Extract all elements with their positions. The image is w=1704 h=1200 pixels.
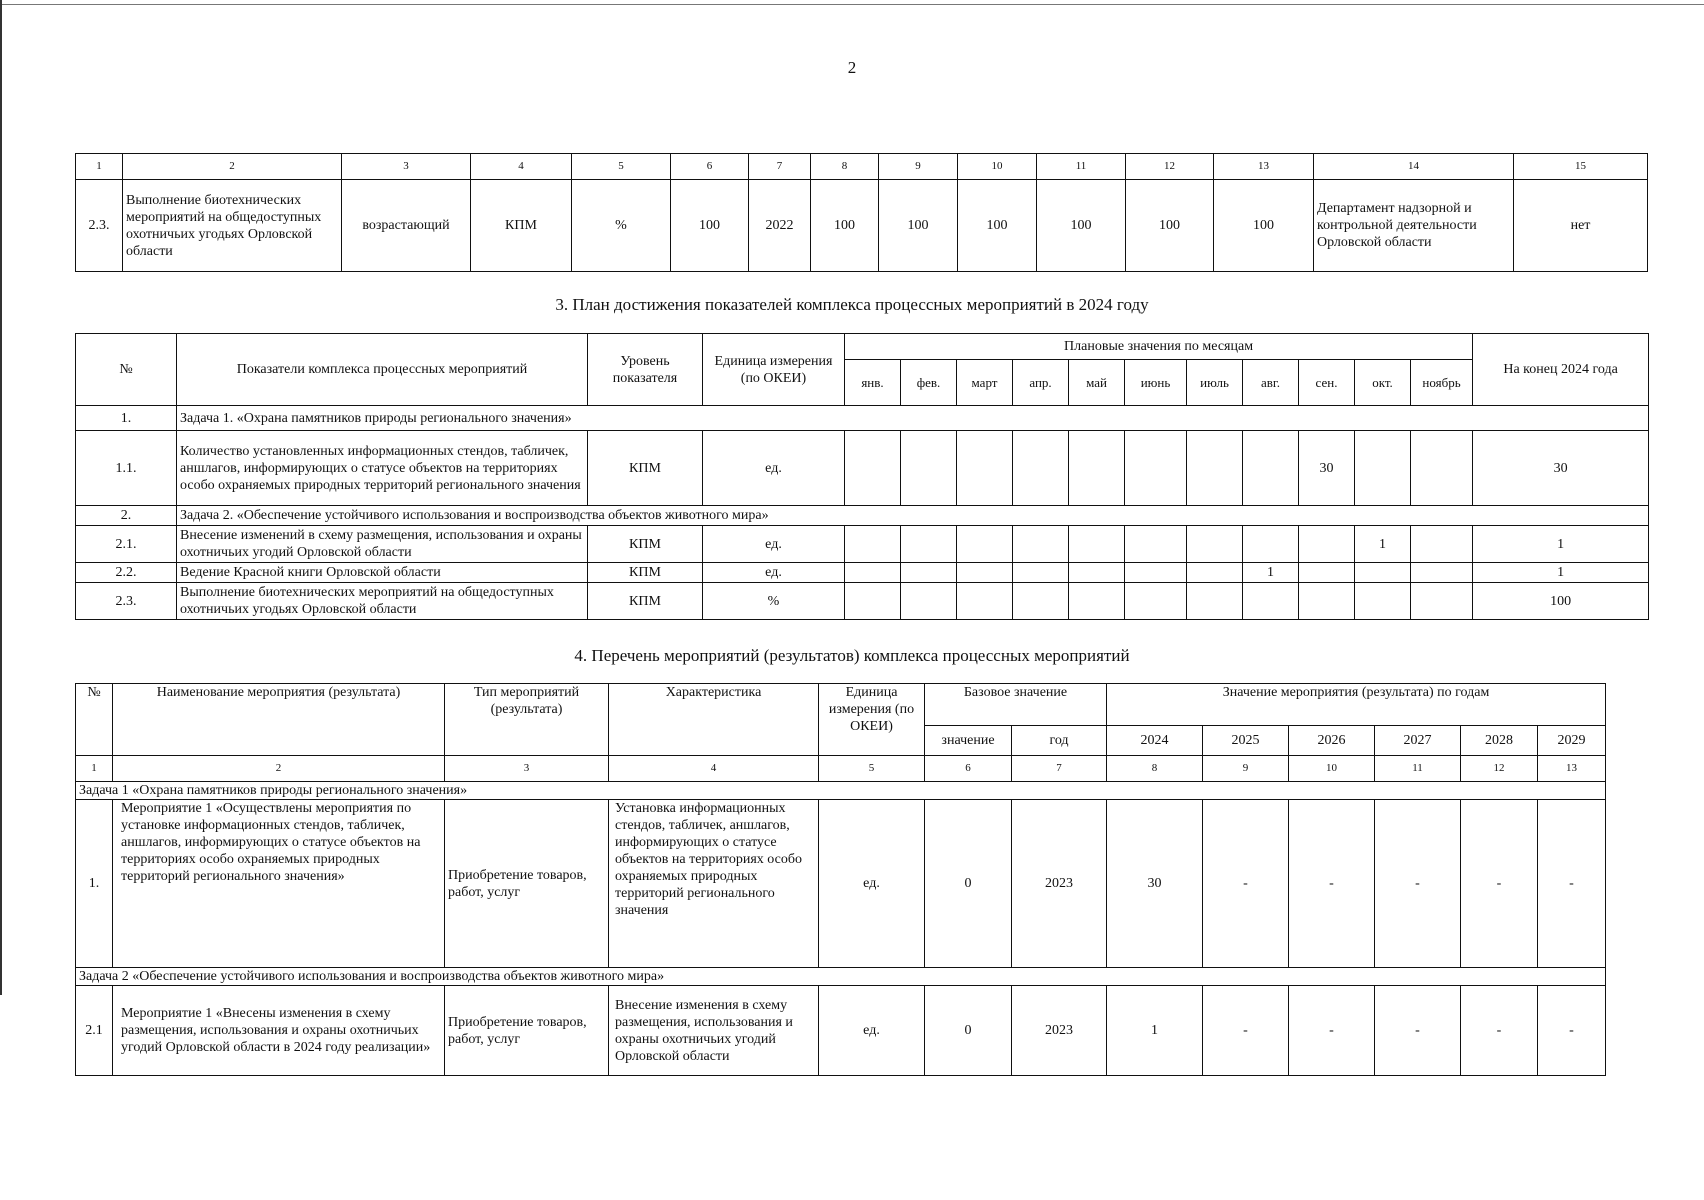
unit: ед.	[819, 800, 925, 968]
col-num: 1	[76, 154, 123, 180]
month-cell	[1411, 526, 1473, 563]
col-num: 2	[113, 756, 445, 782]
col-num: 12	[1461, 756, 1538, 782]
responsible: Департамент надзорной и контрольной деятельности Орловской области	[1314, 180, 1514, 272]
value: 100	[1214, 180, 1314, 272]
row-number: 2.1.	[76, 526, 177, 563]
level: КПМ	[588, 583, 703, 620]
month-sep: сен.	[1299, 360, 1355, 406]
table-row	[76, 526, 1649, 563]
month-cell	[1125, 431, 1187, 506]
col-num: 3	[445, 756, 609, 782]
year-value: -	[1289, 986, 1375, 1076]
col-num: 13	[1214, 154, 1314, 180]
section-3-title: 3. План достижения показателей комплекса процессных мероприятий в 2024 году	[555, 295, 1149, 314]
month-cell	[1243, 583, 1299, 620]
year-value: -	[1375, 986, 1461, 1076]
row-number: 1.	[76, 800, 113, 968]
year-2025: 2025	[1203, 726, 1289, 756]
header-row	[76, 334, 1649, 360]
year-value: -	[1538, 986, 1606, 1076]
activity-type: Приобретение товаров, работ, услуг	[445, 800, 609, 968]
value: 100	[671, 180, 749, 272]
value: 100	[1126, 180, 1214, 272]
col-num: 11	[1037, 154, 1126, 180]
table-plan-2024	[75, 333, 1649, 620]
month-apr: апр.	[1013, 360, 1069, 406]
month-cell	[1125, 583, 1187, 620]
header-base-year: год	[1012, 726, 1107, 756]
end-value: 1	[1473, 563, 1649, 583]
header-name: Наименование мероприятия (результата)	[113, 684, 445, 756]
col-num: 9	[879, 154, 958, 180]
year: 2022	[749, 180, 811, 272]
month-cell	[1013, 583, 1069, 620]
month-cell	[1125, 563, 1187, 583]
col-num: 14	[1314, 154, 1514, 180]
col-num: 3	[342, 154, 471, 180]
unit: ед.	[703, 526, 845, 563]
activity-name: Мероприятие 1 «Внесены изменения в схему размещения, использования и охраны охотничьих угодий Орловской области в 2024 году реализации»	[113, 986, 445, 1076]
month-cell: 1	[1355, 526, 1411, 563]
table-continuation	[75, 153, 1648, 272]
month-cell	[1187, 563, 1243, 583]
month-cell	[957, 431, 1013, 506]
year-value: -	[1289, 800, 1375, 968]
task-text: Задача 1 «Охрана памятников природы регионального значения»	[76, 782, 1606, 800]
month-cell	[1013, 563, 1069, 583]
month-feb: фев.	[901, 360, 957, 406]
table-row	[76, 986, 1606, 1076]
table-row	[76, 431, 1649, 506]
month-cell	[1299, 583, 1355, 620]
month-cell	[1355, 431, 1411, 506]
month-cell	[957, 583, 1013, 620]
indicator-name: Выполнение биотехнических мероприятий на общедоступных охотничьих угодьях Орловской области	[177, 583, 588, 620]
indicator-name: Внесение изменений в схему размещения, использования и охраны охотничьих угодий Орловской области	[177, 526, 588, 563]
header-planned: Плановые значения по месяцам	[845, 334, 1473, 360]
col-num: 8	[811, 154, 879, 180]
unit: %	[572, 180, 671, 272]
month-aug: авг.	[1243, 360, 1299, 406]
year-value: -	[1375, 800, 1461, 968]
indicator-name: Ведение Красной книги Орловской области	[177, 563, 588, 583]
col-num: 7	[1012, 756, 1107, 782]
base-value: 0	[925, 986, 1012, 1076]
row-number: 2.3.	[76, 180, 123, 272]
month-cell	[901, 526, 957, 563]
task-text: Задача 2. «Обеспечение устойчивого использования и воспроизводства объектов животного мира»	[177, 506, 1649, 526]
table-row	[76, 800, 1606, 968]
month-jun: июнь	[1125, 360, 1187, 406]
year-value: 1	[1107, 986, 1203, 1076]
col-num: 12	[1126, 154, 1214, 180]
month-cell	[901, 431, 957, 506]
unit: ед.	[703, 431, 845, 506]
row-number: 2.1	[76, 986, 113, 1076]
end-value: 100	[1473, 583, 1649, 620]
month-cell	[1299, 563, 1355, 583]
section-4-title: 4. Перечень мероприятий (результатов) комплекса процессных мероприятий	[574, 646, 1130, 665]
header-type: Тип мероприятий (результата)	[445, 684, 609, 756]
unit: ед.	[819, 986, 925, 1076]
level: КПМ	[471, 180, 572, 272]
indicator-name: Количество установленных информационных стендов, табличек, аншлагов, информирующих о статусе объектов на территориях особо охраняемых природных территорий регионального значения	[177, 431, 588, 506]
value: 100	[811, 180, 879, 272]
col-num: 4	[609, 756, 819, 782]
year-2026: 2026	[1289, 726, 1375, 756]
col-num: 15	[1514, 154, 1648, 180]
month-oct: окт.	[1355, 360, 1411, 406]
task-row	[76, 968, 1606, 986]
indicator-name: Выполнение биотехнических мероприятий на общедоступных охотничьих угодьях Орловской области	[123, 180, 342, 272]
col-num: 6	[925, 756, 1012, 782]
col-num: 9	[1203, 756, 1289, 782]
year-value: -	[1203, 800, 1289, 968]
unit: ед.	[703, 563, 845, 583]
page-number: 2	[847, 58, 857, 77]
trend: возрастающий	[342, 180, 471, 272]
col-num: 7	[749, 154, 811, 180]
level: КПМ	[588, 526, 703, 563]
left-border-line	[0, 0, 2, 995]
value: 100	[879, 180, 958, 272]
header-num: №	[76, 684, 113, 756]
month-may: май	[1069, 360, 1125, 406]
task-text: Задача 2 «Обеспечение устойчивого использования и воспроизводства объектов животного мира»	[76, 968, 1606, 986]
year-2029: 2029	[1538, 726, 1606, 756]
month-cell: 1	[1243, 563, 1299, 583]
month-cell	[1243, 431, 1299, 506]
header-row	[76, 684, 1606, 726]
year-value: -	[1461, 986, 1538, 1076]
month-cell: 30	[1299, 431, 1355, 506]
header-num: №	[76, 334, 177, 406]
month-nov: ноябрь	[1411, 360, 1473, 406]
table-row	[76, 583, 1649, 620]
header-unit: Единица измерения (по ОКЕИ)	[703, 334, 845, 406]
year-2028: 2028	[1461, 726, 1538, 756]
end-value: 1	[1473, 526, 1649, 563]
row-number: 1.1.	[76, 431, 177, 506]
col-num: 1	[76, 756, 113, 782]
task-row	[76, 406, 1649, 431]
header-base: Базовое значение	[925, 684, 1107, 726]
col-num: 11	[1375, 756, 1461, 782]
table-row	[76, 180, 1648, 272]
col-num: 4	[471, 154, 572, 180]
year-value: -	[1203, 986, 1289, 1076]
col-num: 8	[1107, 756, 1203, 782]
month-cell	[1411, 583, 1473, 620]
activity-characteristic: Установка информационных стендов, табличек, аншлагов, информирующих о статусе объектов на территориях особо охраняемых природных территорий регионального значения	[609, 800, 819, 968]
month-cell	[957, 526, 1013, 563]
header-unit: Единица измерения (по ОКЕИ)	[819, 684, 925, 756]
month-cell	[1013, 431, 1069, 506]
row-number: 2.2.	[76, 563, 177, 583]
year-value: 30	[1107, 800, 1203, 968]
header-level: Уровень показателя	[588, 334, 703, 406]
col-num: 5	[572, 154, 671, 180]
month-cell	[1125, 526, 1187, 563]
base-year: 2023	[1012, 986, 1107, 1076]
value: 100	[1037, 180, 1126, 272]
task-row	[76, 506, 1649, 526]
header-base-value: значение	[925, 726, 1012, 756]
end-value: 30	[1473, 431, 1649, 506]
month-cell	[1069, 526, 1125, 563]
month-cell	[901, 583, 957, 620]
col-num: 13	[1538, 756, 1606, 782]
level: КПМ	[588, 563, 703, 583]
col-num: 10	[1289, 756, 1375, 782]
flag: нет	[1514, 180, 1648, 272]
month-cell	[1069, 563, 1125, 583]
month-cell	[845, 526, 901, 563]
month-cell	[1355, 563, 1411, 583]
activity-name: Мероприятие 1 «Осуществлены мероприятия по установке информационных стендов, табличек, аншлагов, информирующих о статусе объектов на территориях особо охраняемых природных территорий регионального значения»	[113, 800, 445, 968]
year-value: -	[1538, 800, 1606, 968]
month-jan: янв.	[845, 360, 901, 406]
header-by-years: Значение мероприятия (результата) по годам	[1107, 684, 1606, 726]
month-cell	[1069, 583, 1125, 620]
month-cell	[957, 563, 1013, 583]
month-cell	[1411, 431, 1473, 506]
task-num: 2.	[76, 506, 177, 526]
base-year: 2023	[1012, 800, 1107, 968]
year-2024: 2024	[1107, 726, 1203, 756]
month-cell	[1411, 563, 1473, 583]
level: КПМ	[588, 431, 703, 506]
task-text: Задача 1. «Охрана памятников природы регионального значения»	[177, 406, 1649, 431]
month-cell	[1187, 583, 1243, 620]
table-activities	[75, 683, 1606, 1076]
value: 100	[958, 180, 1037, 272]
year-2027: 2027	[1375, 726, 1461, 756]
month-cell	[1069, 431, 1125, 506]
year-value: -	[1461, 800, 1538, 968]
row-number: 2.3.	[76, 583, 177, 620]
month-cell	[901, 563, 957, 583]
month-mar: март	[957, 360, 1013, 406]
table-row	[76, 563, 1649, 583]
month-cell	[1299, 526, 1355, 563]
column-number-row	[76, 756, 1606, 782]
month-cell	[1187, 431, 1243, 506]
activity-type: Приобретение товаров, работ, услуг	[445, 986, 609, 1076]
unit: %	[703, 583, 845, 620]
task-num: 1.	[76, 406, 177, 431]
month-cell	[1243, 526, 1299, 563]
task-row	[76, 782, 1606, 800]
column-number-row	[76, 154, 1648, 180]
month-cell	[1013, 526, 1069, 563]
month-cell	[1187, 526, 1243, 563]
col-num: 10	[958, 154, 1037, 180]
month-cell	[845, 563, 901, 583]
header-end-year: На конец 2024 года	[1473, 334, 1649, 406]
month-cell	[845, 431, 901, 506]
header-characteristic: Характеристика	[609, 684, 819, 756]
top-border-line	[0, 4, 1704, 5]
col-num: 2	[123, 154, 342, 180]
month-jul: июль	[1187, 360, 1243, 406]
col-num: 5	[819, 756, 925, 782]
activity-characteristic: Внесение изменения в схему размещения, использования и охраны охотничьих угодий Орловской области	[609, 986, 819, 1076]
col-num: 6	[671, 154, 749, 180]
header-indicators: Показатели комплекса процессных мероприятий	[177, 334, 588, 406]
base-value: 0	[925, 800, 1012, 968]
month-cell	[1355, 583, 1411, 620]
month-cell	[845, 583, 901, 620]
